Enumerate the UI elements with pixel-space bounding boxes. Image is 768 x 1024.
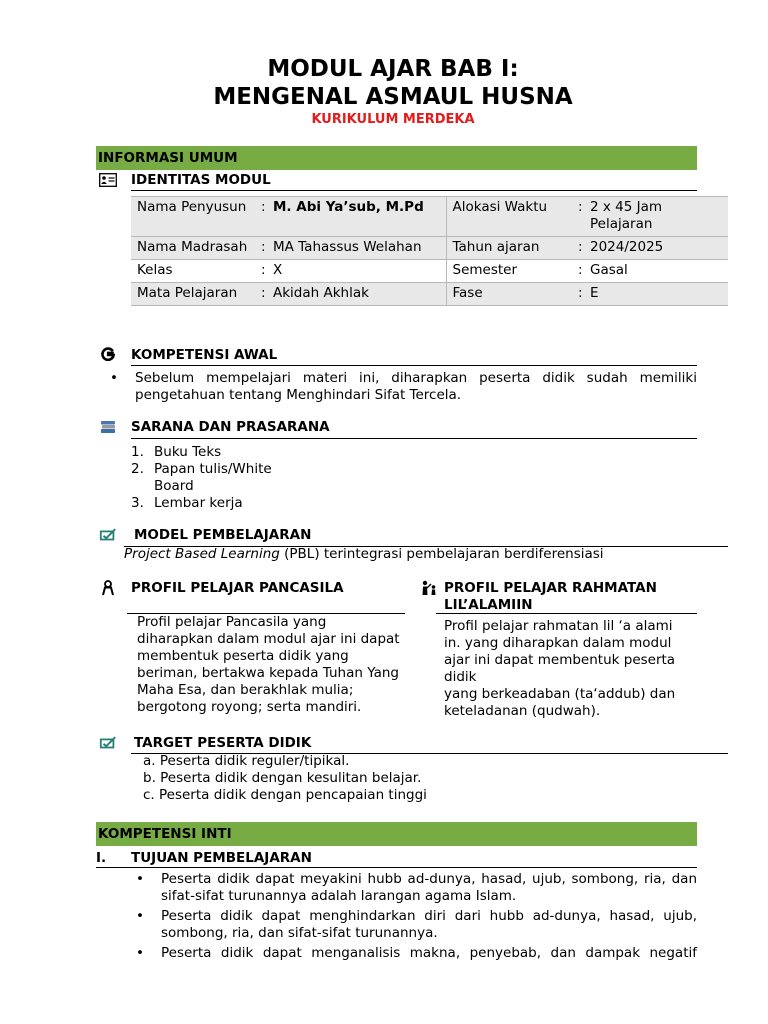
heading-profil-rahmatan-line2: LIL’ALAMIIN xyxy=(444,597,533,613)
value-nama-madrasah: MA Tahassus Welahan xyxy=(273,237,446,260)
label-fase: Fase xyxy=(446,283,572,306)
tujuan-item: Peserta didik dapat menganalisis makna, penyebab, dan dampak negatif xyxy=(161,945,697,961)
identitas-table xyxy=(131,196,728,306)
doc-subtitle: KURIKULUM MERDEKA xyxy=(311,112,475,127)
table-row xyxy=(131,260,728,283)
heading-identitas-modul: IDENTITAS MODUL xyxy=(131,172,271,188)
heading-profil-pancasila: PROFIL PELAJAR PANCASILA xyxy=(131,580,344,596)
doc-title-line2: MENGENAL ASMAUL HUSNA xyxy=(213,84,573,110)
whiteboard-check-icon xyxy=(99,527,117,543)
list-item: b. Peserta didik dengan kesulitan belajar. xyxy=(143,770,422,786)
list-text: Lembar kerja xyxy=(154,495,243,511)
table-row xyxy=(131,197,728,237)
model-text-rest: (PBL) terintegrasi pembelajaran berdiferensiasi xyxy=(279,546,604,562)
value-mata-pelajaran: Akidah Akhlak xyxy=(273,283,446,306)
table-row xyxy=(131,237,728,260)
label-tahun-ajaran: Tahun ajaran xyxy=(446,237,572,260)
list-text: Papan tulis/White Board xyxy=(154,461,272,494)
list-text: Buku Teks xyxy=(154,444,222,460)
list-number: 2. xyxy=(131,461,144,477)
label-nama-madrasah: Nama Madrasah xyxy=(131,237,255,260)
value-nama-penyusun: M. Abi Ya’sub, M.Pd xyxy=(273,197,446,237)
table-row xyxy=(131,283,728,306)
value-kelas: X xyxy=(273,260,446,283)
list-item xyxy=(131,444,284,461)
heading-target-peserta-didik: TARGET PESERTA DIDIK xyxy=(134,735,312,751)
heading-model-pembelajaran: MODEL PEMBELAJARAN xyxy=(134,527,312,543)
whiteboard-check-icon xyxy=(99,735,117,751)
id-card-icon xyxy=(99,172,117,188)
colon: : xyxy=(572,237,590,260)
profil-rahmatan-line3: yang berkeadaban (ta‘addub) dan keteladanan (qudwah). xyxy=(444,686,676,719)
heading-sarana-prasarana: SARANA DAN PRASARANA xyxy=(131,419,330,435)
teacher-student-icon xyxy=(420,580,438,596)
bullet: • xyxy=(136,908,144,924)
section-number: I. xyxy=(96,850,107,866)
list-item: c. Peserta didik dengan pencapaian tinggi xyxy=(143,787,427,803)
rule-sarana xyxy=(131,438,697,439)
colon: : xyxy=(255,237,273,260)
label-alokasi-waktu: Alokasi Waktu xyxy=(446,197,572,237)
tujuan-item: Peserta didik dapat menghindarkan diri dari hubb ad-dunya, hasad, ujub, sombong, ria, dan sifat-sifat turunannya. xyxy=(161,908,697,941)
colon: : xyxy=(255,197,273,237)
list-number: 3. xyxy=(131,495,144,511)
colon: : xyxy=(255,260,273,283)
model-text-italic: Project Based Learning xyxy=(124,546,280,562)
profil-rahmatan-line1: Profil pelajar rahmatan lil ‘a alami xyxy=(444,618,673,634)
heading-profil-rahmatan-line1: PROFIL PELAJAR RAHMATAN xyxy=(444,580,657,596)
sarana-list xyxy=(131,444,284,512)
bullet: • xyxy=(110,370,118,386)
label-mata-pelajaran: Mata Pelajaran xyxy=(131,283,255,306)
value-semester: Gasal xyxy=(590,260,728,283)
person-silhouette-icon xyxy=(99,580,117,596)
section-bar-informasi-umum: INFORMASI UMUM xyxy=(96,146,697,170)
bullet: • xyxy=(136,945,144,961)
bullet: • xyxy=(136,871,144,887)
g-logo-icon xyxy=(99,346,117,362)
books-icon xyxy=(99,419,117,435)
profil-rahmatan-text xyxy=(444,618,694,720)
section-bar-kompetensi-inti: KOMPETENSI INTI xyxy=(96,822,697,846)
value-tahun-ajaran: 2024/2025 xyxy=(590,237,728,260)
rule-profil-rahmatan xyxy=(436,613,697,614)
list-item xyxy=(131,461,284,495)
colon: : xyxy=(572,283,590,306)
doc-title-line1: MODUL AJAR BAB I: xyxy=(267,56,519,82)
target-list xyxy=(143,753,427,804)
tujuan-item: Peserta didik dapat meyakini hubb ad-dunya, hasad, ujub, sombong, ria, dan sifat-sifat turunannya adalah larangan agama Islam. xyxy=(161,871,697,904)
colon: : xyxy=(572,197,590,237)
colon: : xyxy=(572,260,590,283)
rule-tujuan xyxy=(96,867,697,868)
kompetensi-awal-text: Sebelum mempelajari materi ini, diharapkan peserta didik sudah memiliki pengetahuan tentang Menghindari Sifat Tercela. xyxy=(135,370,697,403)
list-item xyxy=(131,495,284,512)
heading-kompetensi-awal: KOMPETENSI AWAL xyxy=(131,347,278,363)
label-kelas: Kelas xyxy=(131,260,255,283)
heading-tujuan-pembelajaran: TUJUAN PEMBELAJARAN xyxy=(131,850,312,866)
value-alokasi-waktu: 2 x 45 Jam Pelajaran xyxy=(590,197,728,237)
value-fase: E xyxy=(590,283,728,306)
label-nama-penyusun: Nama Penyusun xyxy=(131,197,255,237)
list-item: a. Peserta didik reguler/tipikal. xyxy=(143,753,350,769)
colon: : xyxy=(255,283,273,306)
rule-identitas xyxy=(131,190,697,191)
profil-rahmatan-line2: in. yang diharapkan dalam modul ajar ini dapat membentuk peserta didik xyxy=(444,635,676,685)
rule-kompetensi-awal xyxy=(131,365,697,366)
model-text xyxy=(124,546,604,563)
label-semester: Semester xyxy=(446,260,572,283)
profil-pancasila-text: Profil pelajar Pancasila yang diharapkan dalam modul ajar ini dapat membentuk peserta didik yang beriman, bertakwa kepada Tuhan Yang Maha Esa, dan berakhlak mulia; bergotong royong; serta mandiri. xyxy=(137,614,400,715)
list-number: 1. xyxy=(131,444,144,460)
